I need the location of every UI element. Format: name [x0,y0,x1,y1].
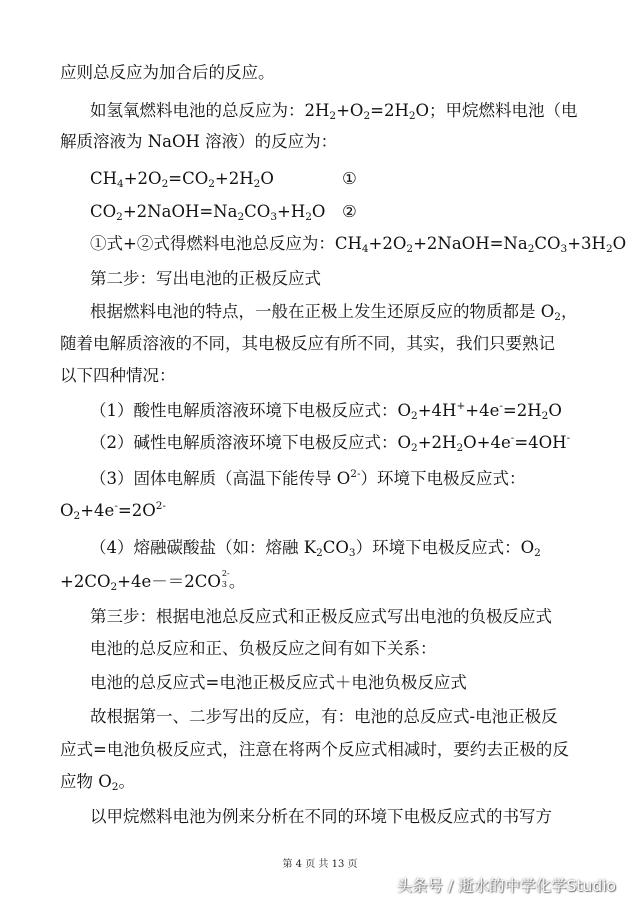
subscript: 3 [560,243,568,255]
text-line: （3）固体电解质（高温下能传导 $O^{2-}$）环境下电极反应式： [90,468,526,488]
text-line: 第三步：根据电池总反应式和正极反应式写出电池的负极反应式 [90,607,552,626]
subscript: 2 [411,410,418,422]
text-line: （2）碱性电解质溶液环境下电极反应式：$O_2+2H_2O+4e^-=4OH^-$ [90,432,571,454]
watermark: 头条号 / 逝水的中学化学Studio [396,877,616,895]
subscript: 2 [329,110,337,122]
subscript: 2 [305,211,312,223]
text-line: 电池的总反应式=电池正极反应式＋电池负极反应式 [90,673,467,692]
text-line: 以下四种情况： [60,366,176,385]
text-line: 应式=电池负极反应式，注意在将两个反应式相减时，要约去正极的反 [60,740,569,759]
subscript: 3 [270,211,277,223]
subscript: 2 [411,442,418,454]
text-line: 第二步：写出电池的正极反应式 [90,269,321,288]
subscript: 2 [110,581,118,593]
page-number-footer: 第 4 页 共 13 页 [282,859,358,870]
superscript: - [510,432,515,444]
text-line: 如氢氧燃料电池的总反应为：$2H_2+O_2=2H_2O$；甲烷燃料电池（电 [90,101,578,122]
text-line: 随着电解质溶液的不同，其电极反应有所不同，其实，我们只要熟记 [60,334,555,353]
text-line: $CO_2+2NaOH=Na_2CO_3+H_2O$ ② [90,202,357,223]
subscript: 2 [73,510,81,522]
text-line: （1）酸性电解质溶液环境下电极反应式：$O_2+4H^++4e^-=2H_2O$ [90,400,562,422]
subscript: 2 [316,547,323,559]
superscript: + [456,400,466,412]
superscript: - [566,432,571,444]
text-line: $O_2+4e^-=2O^{2-}$ [60,500,166,522]
text-line: $+2CO_2+4e-=2CO$ 2- 3 。 [60,568,246,593]
superscript: - [114,500,118,512]
text-line: 解质溶液为 NaOH 溶液）的反应为： [60,132,338,151]
subscript: 3 [348,547,356,559]
subscript: 2 [111,781,119,793]
text-line: 故根据第一、二步写出的反应，有：电池的总反应式-电池正极反 [90,707,558,726]
subscript: 2 [208,178,215,190]
subscript: 2 [116,211,123,223]
subscript: 2 [406,243,414,255]
superscript: 2- [155,500,166,512]
text-line: 应物 $O_2$。 [60,772,135,793]
subscript: 2 [541,410,549,422]
subscript: 2 [363,110,371,122]
text-line: 根据燃料电池的特点，一般在正极上发生还原反应的物质都是 $O_2$， [90,302,578,323]
ion-charge-stack: 2- 3 [221,568,230,589]
subscript: 4 [361,243,369,255]
text-line: （4）熔融碳酸盐（如：熔融 $K_2CO_3$）环境下电极反应式：$O_2$ [90,538,541,559]
superscript: 2- [350,468,361,480]
subscript: 2 [554,311,561,323]
subscript: 2 [161,178,169,190]
subscript: 2 [534,547,541,559]
subscript: 4 [117,178,124,190]
text-line: 以甲烷燃料电池为例来分析在不同的环境下电极反应式的书写方 [90,807,552,826]
superscript: - [499,400,503,412]
text-line: 应则总反应为加合后的反应。 [60,63,275,82]
subscript: 2 [527,243,535,255]
subscript: 2 [605,243,613,255]
text-line: ①式+②式得燃料电池总反应为：$CH_4+2O_2+2NaOH=Na_2CO_3+3H_2O$ [90,234,627,255]
subscript: 2 [408,110,416,122]
text-line: 电池的总反应和正、负极反应之间有如下关系： [90,639,437,658]
equation-number: ② [342,202,357,221]
subscript: 2 [237,211,245,223]
equation-number: ① [342,169,357,188]
subscript: 2 [253,178,261,190]
subscript: 2 [456,442,464,454]
text-line: $CH_4+2O_2=CO_2+2H_2O$ ① [90,169,357,190]
